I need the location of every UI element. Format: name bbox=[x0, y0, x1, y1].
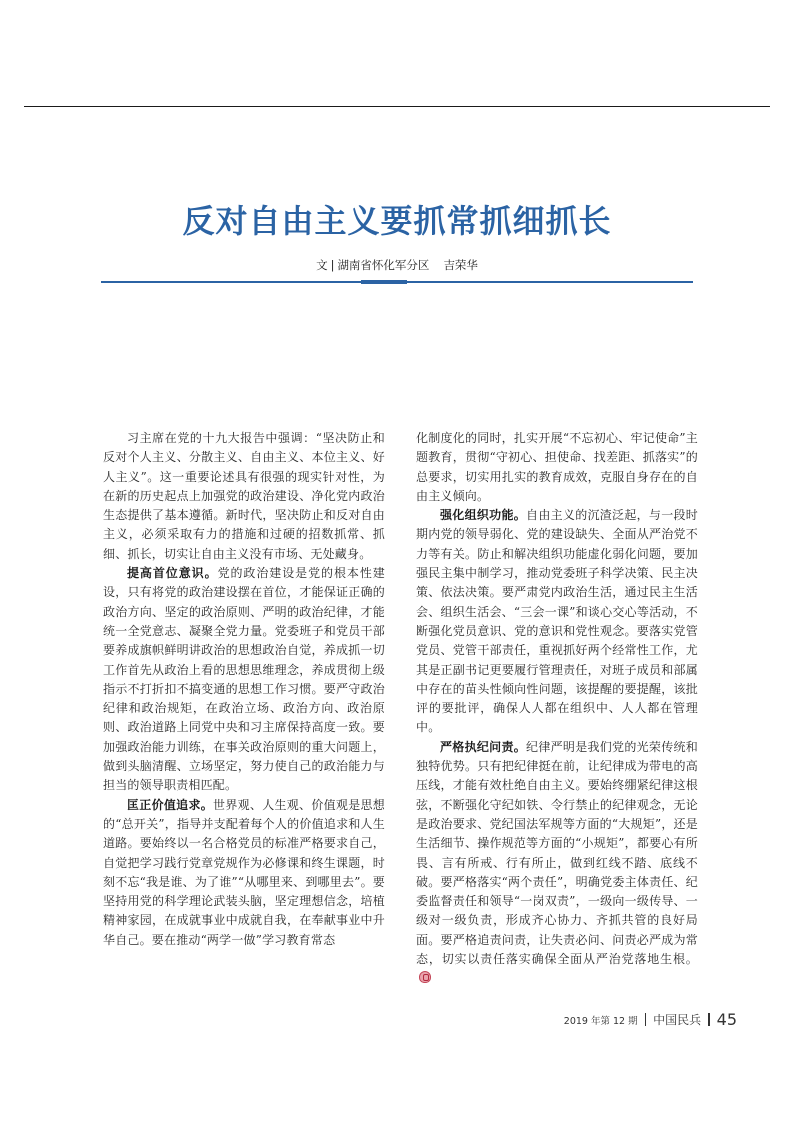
byline-prefix: 文 bbox=[316, 258, 328, 272]
footer-divider bbox=[708, 1013, 710, 1026]
paragraph-text: 化制度化的同时，扎实开展“不忘初心、牢记使命”主题教育，贯彻“守初心、担使命、找差距、抓落实”的总要求，切实用扎实的教育成效，克服自身存在的自由主义倾向。 bbox=[416, 431, 698, 503]
paragraph-political-priority bbox=[103, 564, 385, 796]
paragraph-lead: 提高首位意识。 bbox=[127, 566, 218, 581]
paragraph-discipline-accountability bbox=[416, 738, 698, 989]
paragraph-text: 习主席在党的十九大报告中强调：“坚决防止和反对个人主义、分散主义、自由主义、本位主义、好人主义”。这一重要论述具有很强的现实针对性，为在新的历史起点上加强党的政治建设、净化党内政治生态提供了基本遵循。新时代，坚决防止和反对自由主义，必须采取有力的措施和过硬的招数抓常、抓细、抓长，切实让自由主义没有市场、无处藏身。 bbox=[103, 431, 385, 561]
paragraph-lead: 严格执纪问责。 bbox=[440, 739, 527, 754]
paragraph-text: 世界观、人生观、价值观是思想的“总开关”，指导并支配着每个人的价值追求和人生道路。要始终以一名合格党员的标准严格要求自己，自觉把学习践行党章党规作为必修课和终生课题，时刻不忘“我是谁、为了谁”“从哪里来、到哪里去”。要坚持用党的科学理论武装头脑，坚定理想信念，培植精神家园，在成就事业中成就自我，在奉献事业中升华自己。要在推动“两学一做”学习教育常态 bbox=[103, 797, 385, 947]
magazine-name: 中国民兵 bbox=[653, 1013, 702, 1027]
paragraph-continuation bbox=[416, 429, 698, 506]
paragraph-lead: 强化组织功能。 bbox=[440, 508, 527, 523]
byline-unit: 湖南省怀化军分区 bbox=[337, 258, 430, 272]
byline bbox=[0, 257, 794, 273]
left-column bbox=[103, 429, 385, 950]
byline-divider-accent bbox=[361, 280, 407, 284]
page-number: 45 bbox=[716, 1010, 737, 1029]
paragraph-text: 纪律严明是我们党的光荣传统和独特优势。只有把纪律挺在前，让纪律成为带电的高压线，才能有效杜绝自由主义。要始终绷紧纪律这根弦，不断强化守纪如铁、令行禁止的纪律观念，无论是政治要求、党纪国法军规等方面的“大规矩”，还是生活细节、操作规范等方面的“小规矩”，都要心有所畏、言有所戒、行有所止，做到红线不踏、底线不破。要严格落实“两个责任”，明确党委主体责任、纪委监督责任和领导“一岗双责”，一级向一级传导、一级对一级负责，形成齐心协力、齐抓共管的良好局面。要严格追责问责，让失责必问、问责必严成为常态，切实以责任落实确保全面从严治党落地生根。 bbox=[416, 739, 698, 967]
issue-label: 2019 年第 12 期 bbox=[563, 1015, 638, 1027]
byline-author: 吉荣华 bbox=[443, 258, 478, 272]
paragraph-value-pursuit bbox=[103, 796, 385, 950]
header-rule bbox=[24, 106, 770, 107]
footer-divider bbox=[645, 1013, 647, 1026]
paragraph-lead: 匡正价值追求。 bbox=[127, 797, 214, 812]
paragraph-text: 党的政治建设是党的根本性建设，只有将党的政治建设摆在首位，才能保证正确的政治方向、坚定的政治原则、严明的政治纪律，才能统一全党意志、凝聚全党力量。党委班子和党员干部要养成旗帜鲜明讲政治的思想政治自觉，养成抓一切工作首先从政治上看的思想思维理念，养成贯彻上级指示不打折扣不搞变通的思想工作习惯。要严守政治纪律和政治规矩，在政治立场、政治方向、政治原则、政治道路上同党中央和习主席保持高度一致。要加强政治能力训练，在事关政治原则的重大问题上，做到头脑清醒、立场坚定，努力使自己的政治能力与担当的领导职责相匹配。 bbox=[103, 566, 385, 793]
paragraph-text: 自由主义的沉渣泛起，与一段时期内党的领导弱化、党的建设缺失、全面从严治党不力等有关。防止和解决组织功能虚化弱化问题，要加强民主集中制学习，推动党委班子科学决策、民主决策、依法决策。要严肃党内政治生活，通过民主生活会、组织生活会、“三会一课”和谈心交心等活动，不断强化党员意识、党的意识和党性观念。要落实党管党员、党管干部责任，重视抓好两个经常性工作，尤其是正副书记更要履行管理责任，对班子成员和部属中存在的苗头性倾向性问题，该提醒的要提醒，该批评的要批评，确保人人都在组织中、人人都在管理中。 bbox=[416, 508, 698, 735]
article-title: 反对自由主义要抓常抓细抓长 bbox=[182, 202, 612, 240]
magazine-end-mark-icon bbox=[419, 971, 431, 983]
paragraph-organization-function bbox=[416, 506, 698, 738]
paragraph-intro bbox=[103, 429, 385, 564]
byline-separator: | bbox=[330, 258, 335, 272]
right-column bbox=[416, 429, 698, 989]
page-footer bbox=[564, 1010, 737, 1029]
